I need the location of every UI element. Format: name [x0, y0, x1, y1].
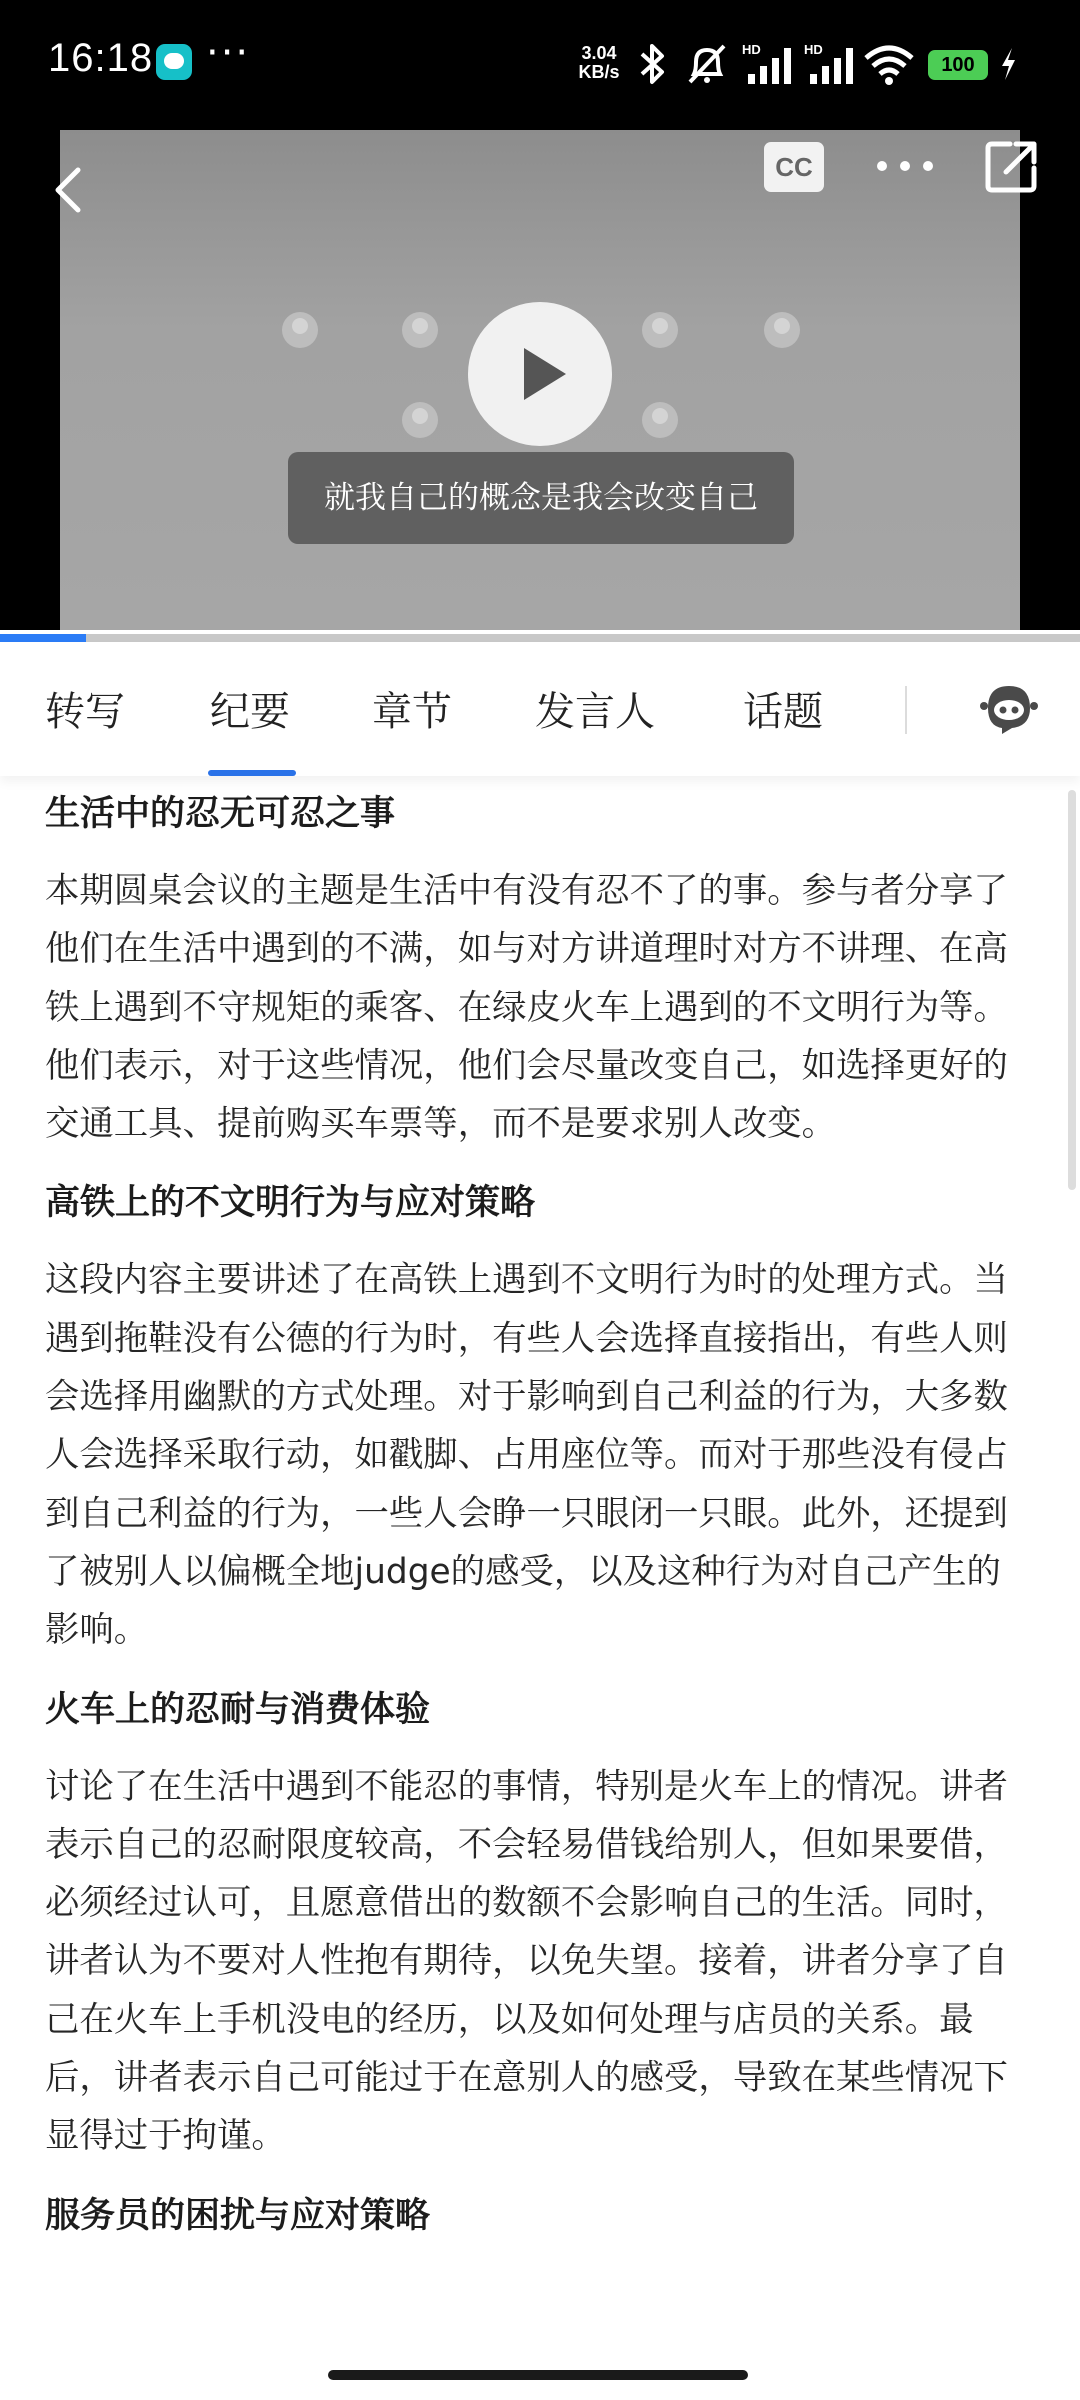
section-title: 高铁上的不文明行为与应对策略 — [45, 1183, 536, 1224]
playback-progress-bar[interactable] — [0, 634, 1080, 642]
summary-section — [45, 1173, 1015, 1659]
battery-icon: 100 — [928, 50, 988, 80]
participant-avatar — [764, 312, 800, 348]
home-indicator[interactable] — [328, 2370, 748, 2380]
network-speed-value: 3.04 — [581, 43, 617, 63]
playback-progress-fill — [0, 634, 86, 642]
tab-topics[interactable]: 话题 — [743, 689, 823, 735]
network-speed-unit: KB/s — [578, 62, 620, 82]
participant-avatar — [642, 312, 678, 348]
participant-avatar — [402, 312, 438, 348]
tab-chapters[interactable]: 章节 — [372, 689, 452, 735]
participant-avatar — [402, 402, 438, 438]
section-body: 这段内容主要讲述了在高铁上遇到不文明行为时的处理方式。当遇到拖鞋没有公德的行为时，有些人会选择直接指出，有些人则会选择用幽默的方式处理。对于影响到自己利益的行为，大多数人会选择采取行动，如戳脚、占用座位等。而对于那些没有侵占到自己利益的行为，一些人会睁一只眼闭一只眼。此外，还提到了被别人以偏概全地judge的感受，以及这种行为对自己产生的影响。 — [45, 1260, 1008, 1651]
bluetooth-icon — [636, 40, 670, 88]
signal-hd-icon — [802, 40, 860, 88]
status-bar — [0, 0, 1080, 130]
summary-section-list — [45, 776, 1015, 2266]
participant-avatar — [282, 312, 318, 348]
section-title: 火车上的忍耐与消费体验 — [45, 1689, 431, 1730]
more-notifications-indicator: ··· — [206, 30, 251, 76]
tab-divider — [905, 686, 907, 734]
summary-section — [45, 2186, 1015, 2246]
app-notification-icon — [156, 44, 192, 80]
play-button[interactable] — [468, 302, 612, 446]
scrollbar[interactable] — [1068, 790, 1076, 1190]
svg-text:HD: HD — [742, 42, 761, 57]
summary-content[interactable] — [0, 776, 1080, 2400]
svg-text:HD: HD — [804, 42, 823, 57]
wifi-icon — [862, 40, 916, 88]
network-speed — [574, 44, 624, 82]
ai-assistant-icon[interactable] — [980, 680, 1038, 736]
summary-section — [45, 1680, 1015, 2166]
subtitle-caption: 就我自己的概念是我会改变自己 — [288, 452, 794, 544]
tab-summary[interactable]: 纪要 — [210, 689, 290, 735]
share-button[interactable] — [982, 136, 1042, 196]
captions-button[interactable]: CC — [764, 142, 824, 192]
status-time: 16:18 — [48, 36, 154, 80]
participant-avatar — [642, 402, 678, 438]
charging-icon — [996, 40, 1020, 88]
section-body: 本期圆桌会议的主题是生活中有没有忍不了的事。参与者分享了他们在生活中遇到的不满，如与对方讲道理时对方不讲理、在高铁上遇到不守规矩的乘客、在绿皮火车上遇到的不文明行为等。他们表示，对于这些情况，他们会尽量改变自己，如选择更好的交通工具、提前购买车票等，而不是要求别人改变。 — [45, 871, 1008, 1145]
section-title: 服务员的困扰与应对策略 — [45, 2195, 431, 2236]
tab-transcript[interactable]: 转写 — [45, 689, 125, 735]
section-body: 讨论了在生活中遇到不能忍的事情，特别是火车上的情况。讲者表示自己的忍耐限度较高，不会轻易借钱给别人，但如果要借，必须经过认可，且愿意借出的数额不会影响自己的生活。同时，讲者认为不要对人性抱有期待，以免失望。接着，讲者分享了自己在火车上手机没电的经历，以及如何处理与店员的关系。最后，讲者表示自己可能过于在意别人的感受，导致在某些情况下显得过于拘谨。 — [45, 1766, 1008, 2157]
video-player[interactable] — [0, 130, 1080, 630]
mute-alarm-icon — [684, 40, 730, 88]
signal-hd-icon — [740, 40, 798, 88]
tab-speakers[interactable]: 发言人 — [535, 689, 655, 735]
summary-section — [45, 784, 1015, 1153]
more-options-button[interactable] — [870, 138, 940, 194]
back-button[interactable] — [44, 160, 94, 220]
section-title: 生活中的忍无可忍之事 — [45, 794, 396, 834]
tab-bar — [0, 642, 1080, 776]
